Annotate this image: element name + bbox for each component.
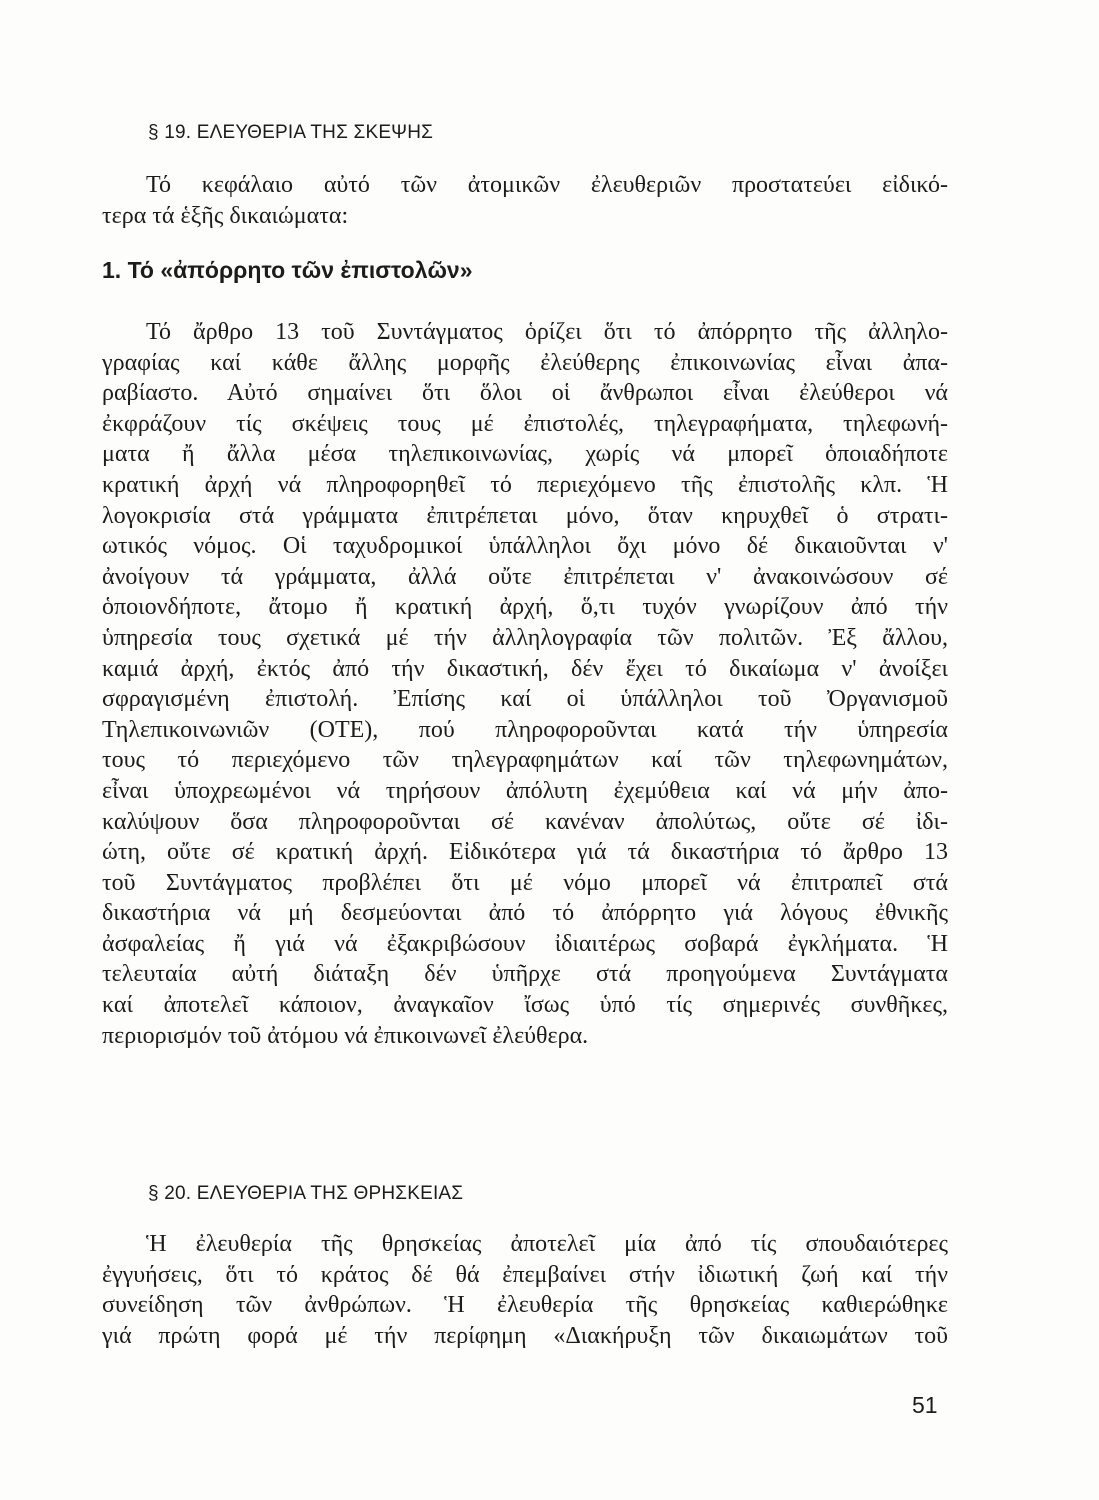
text-line: ἐγγυήσεις, ὅτι τό κράτος δέ θά ἐπεμβαίνει στήν ἰδιωτική ζωή καί τήν (102, 1261, 948, 1288)
text-line: τελευταία αὐτή διάταξη δέν ὑπῆρχε στά προηγούμενα Συντάγματα (102, 961, 948, 988)
text-line: γιά πρώτη φορά μέ τήν περίφημη «Διακήρυξη τῶν δικαιωμάτων τοῦ (102, 1322, 948, 1349)
text-line: ἀνοίγουν τά γράμματα, ἀλλά οὔτε ἐπιτρέπεται ν' ἀνακοινώσουν σέ (102, 563, 948, 590)
text-line: ὑπηρεσία τους σχετικά μέ τήν ἀλληλογραφία τῶν πολιτῶν. Ἐξ ἄλλου, (102, 624, 948, 651)
section-20-body (102, 1229, 948, 1351)
text-line: καμιά ἀρχή, ἐκτός ἀπό τήν δικαστική, δέν ἔχει τό δικαίωμα ν' ἀνοίξει (102, 655, 948, 682)
text-line: τοῦ Συντάγματος προβλέπει ὅτι μέ νόμο μπορεῖ νά ἐπιτραπεῖ στά (102, 869, 948, 896)
text-line: ώτη, οὔτε σέ κρατική ἀρχή. Εἰδικότερα γιά τά δικαστήρια τό ἄρθρο 13 (102, 839, 948, 866)
text-line: ματα ἤ ἄλλα μέσα τηλεπικοινωνίας, χωρίς νά μπορεῖ ὁποιαδήποτε (102, 441, 948, 468)
text-line: δικαστήρια νά μή δεσμεύονται ἀπό τό ἀπόρρητο γιά λόγους ἐθνικῆς (102, 900, 948, 927)
text-line: συνείδηση τῶν ἀνθρώπων. Ἡ ἐλευθερία τῆς θρησκείας καθιερώθηκε (102, 1292, 948, 1319)
text-line: γραφίας καί κάθε ἄλλης μορφῆς ἐλεύθερης ἐπικοινωνίας εἶναι ἀπα- (102, 349, 948, 376)
text-line: Ἡ ἐλευθερία τῆς θρησκείας ἀποτελεῖ μία ἀπό τίς σπουδαιότερες (146, 1231, 948, 1257)
section-19-body (102, 317, 948, 1051)
text-line: ραβίαστο. Αὐτό σημαίνει ὅτι ὅλοι οἱ ἄνθρωποι εἶναι ἐλεύθεροι νά (102, 380, 948, 407)
text-line: ἀσφαλείας ἤ γιά νά ἐξακριβώσουν ἰδιαιτέρως σοβαρά ἐγκλήματα. Ἡ (102, 930, 948, 957)
text-line: καλύψουν ὅσα πληροφοροῦνται σέ κανέναν ἀπολύτως, οὔτε σέ ἰδι- (102, 808, 948, 835)
subsection-heading: 1. Τό «ἀπόρρητο τῶν ἐπιστολῶν» (102, 257, 473, 283)
text-line: λογοκρισία στά γράμματα ἐπιτρέπεται μόνο, ὅταν κηρυχθεῖ ὁ στρατι- (102, 502, 948, 529)
text-line: περιορισμόν τοῦ ἀτόμου νά ἐπικοινωνεῖ ἐλεύθερα. (102, 1022, 589, 1049)
text-line: ωτικός νόμος. Οἱ ταχυδρομικοί ὑπάλληλοι ὄχι μόνο δέ δικαιοῦνται ν' (102, 533, 948, 560)
text-line: καί ἀποτελεῖ κάποιον, ἀναγκαῖον ἴσως ὑπό τίς σημερινές συνθῆκες, (102, 992, 948, 1019)
section-20-heading: § 20. ΕΛΕΥΘΕΡΙΑ ΤΗΣ ΘΡΗΣΚΕΙΑΣ (148, 1183, 464, 1204)
section-19-intro (102, 170, 948, 231)
page-number: 51 (912, 1392, 938, 1418)
text-line: κρατική ἀρχή νά πληροφορηθεῖ τό περιεχόμενο τῆς ἐπιστολῆς κλπ. Ἡ (102, 471, 948, 498)
text-line: Τό ἄρθρο 13 τοῦ Συντάγματος ὁρίζει ὅτι τό ἀπόρρητο τῆς ἀλληλο- (146, 319, 948, 345)
text-line: τερα τά ἑξῆς δικαιώματα: (102, 202, 349, 229)
text-line: σφραγισμένη ἐπιστολή. Ἐπίσης καί οἱ ὑπάλληλοι τοῦ Ὀργανισμοῦ (102, 686, 948, 713)
section-19-heading: § 19. ΕΛΕΥΘΕΡΙΑ ΤΗΣ ΣΚΕΨΗΣ (148, 122, 434, 143)
text-line: ὁποιονδήποτε, ἄτομο ἤ κρατική ἀρχή, ὅ,τι τυχόν γνωρίζουν ἀπό τήν (102, 594, 948, 621)
text-line: εἶναι ὑποχρεωμένοι νά τηρήσουν ἀπόλυτη ἐχεμύθεια καί νά μήν ἀπο- (102, 777, 948, 804)
text-line: ἐκφράζουν τίς σκέψεις τους μέ ἐπιστολές, τηλεγραφήματα, τηλεφωνή- (102, 410, 948, 437)
text-line: Τό κεφάλαιο αὐτό τῶν ἀτομικῶν ἐλευθεριῶν προστατεύει εἰδικό- (146, 172, 948, 198)
text-line: τους τό περιεχόμενο τῶν τηλεγραφημάτων καί τῶν τηλεφωνημάτων, (102, 747, 948, 774)
text-line: Τηλεπικοινωνιῶν (ΟΤΕ), πού πληροφοροῦνται κατά τήν ὑπηρεσία (102, 716, 948, 743)
